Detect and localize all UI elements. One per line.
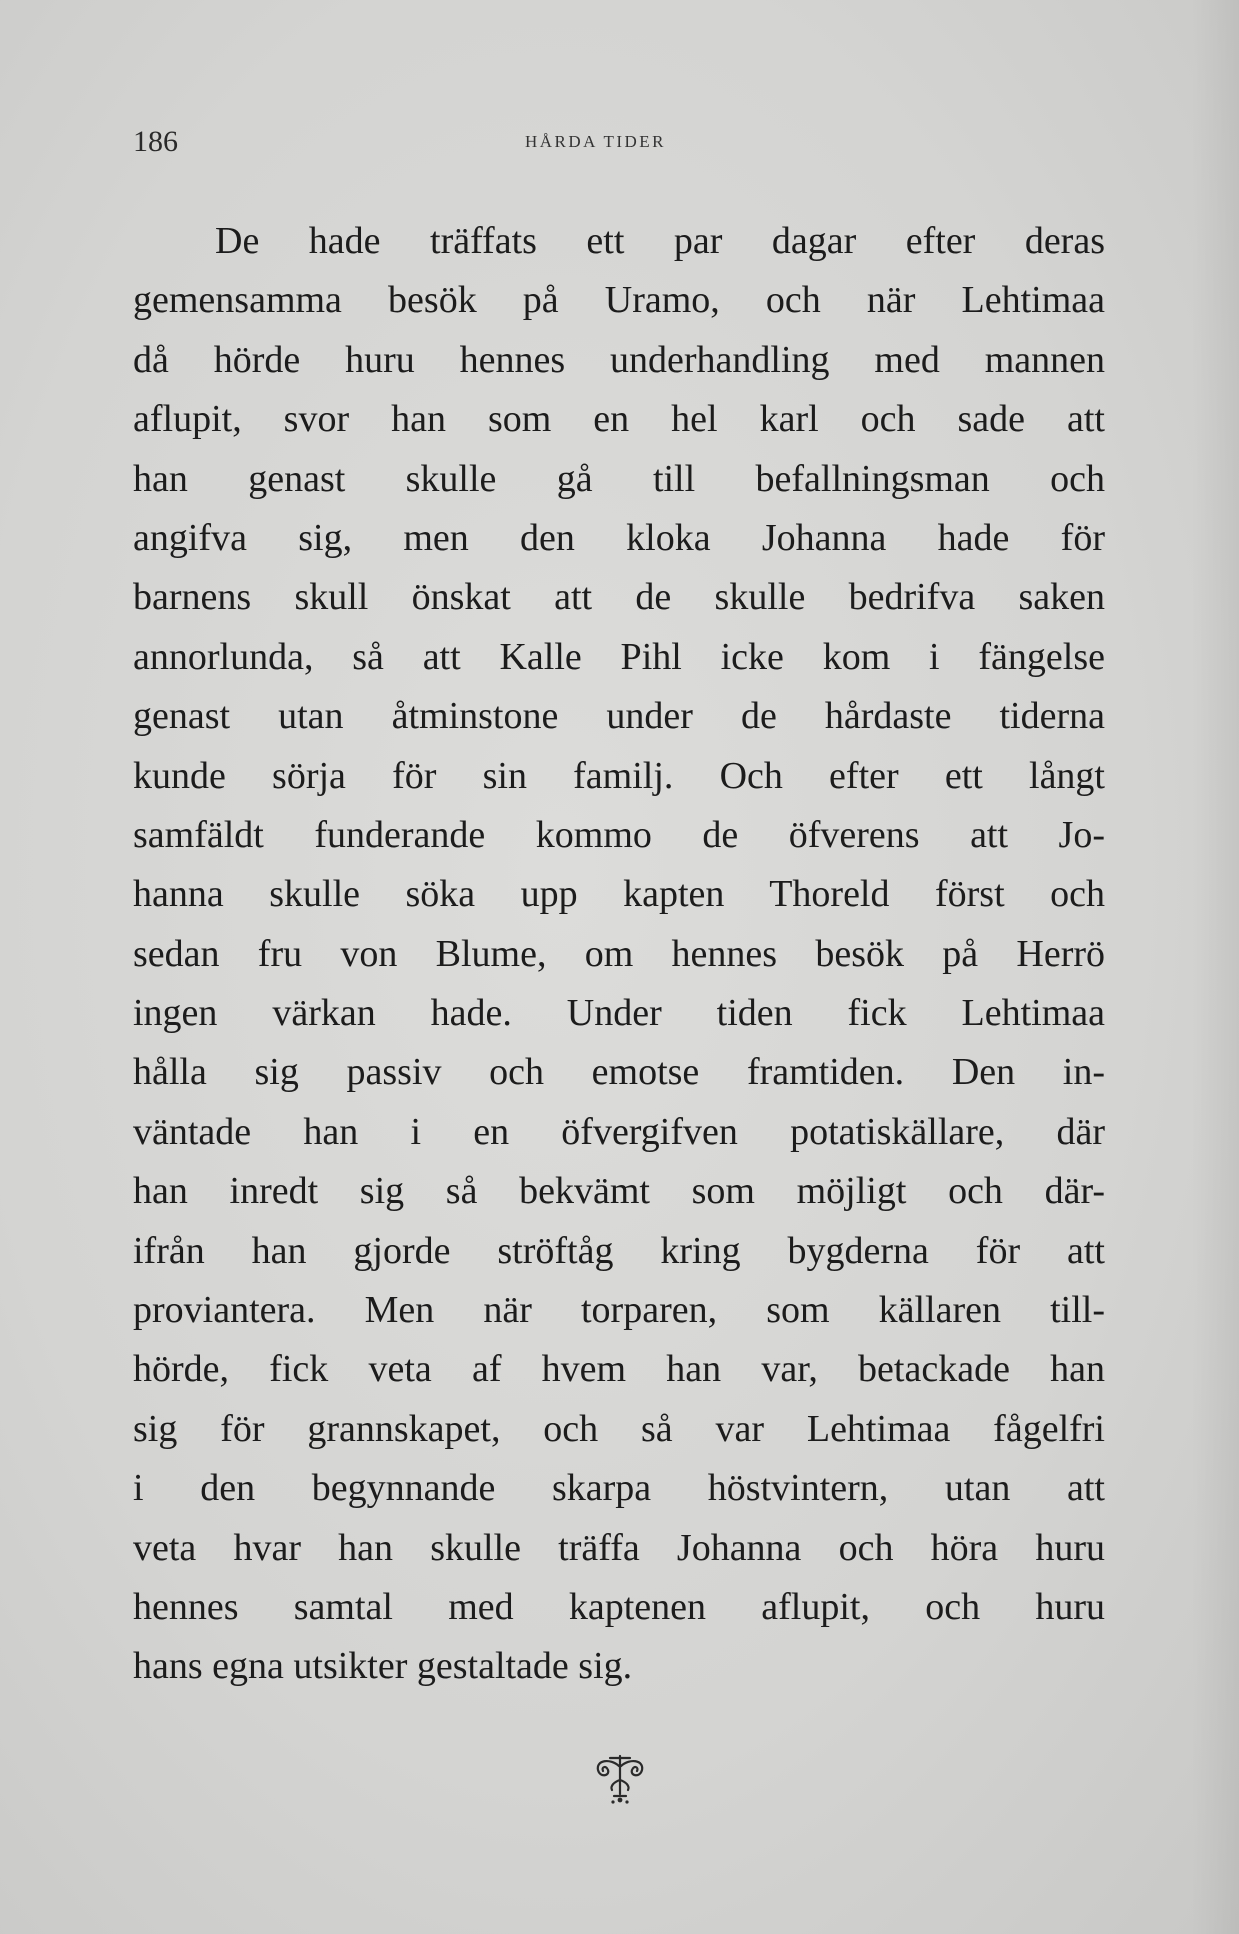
text-line: ingen värkan hade. Under tiden fick Lehtimaa [133, 992, 1105, 1035]
text-line: hålla sig passiv och emotse framtiden. Den in- [133, 1051, 1105, 1094]
text-line: då hörde huru hennes underhandling med mannen [133, 338, 1105, 381]
page-header [133, 122, 1105, 162]
running-head: HÅRDA TIDER [525, 132, 666, 151]
text-line: aflupit, svor han som en hel karl och sade att [133, 398, 1105, 441]
text-line: kunde sörja för sin familj. Och efter ett långt [133, 754, 1105, 797]
text-line: sig för grannskapet, och så var Lehtimaa fågelfri [133, 1407, 1105, 1450]
page-number: 186 [133, 125, 178, 158]
text-line: i den begynnande skarpa höstvintern, utan att [133, 1467, 1105, 1510]
text-line: proviantera. Men när torparen, som källaren till- [133, 1289, 1105, 1332]
text-line: han genast skulle gå till befallningsman och [133, 457, 1105, 500]
text-line: veta hvar han skulle träffa Johanna och höra huru [133, 1526, 1105, 1569]
text-line: genast utan åtminstone under de hårdaste tiderna [133, 695, 1105, 738]
text-line: barnens skull önskat att de skulle bedrifva saken [133, 576, 1105, 619]
body-paragraph [133, 212, 1105, 1697]
text-line: väntade han i en öfvergifven potatiskällare, där [133, 1110, 1105, 1153]
text-line: sedan fru von Blume, om hennes besök på Herrö [133, 932, 1105, 975]
text-line: hörde, fick veta af hvem han var, betackade han [133, 1348, 1105, 1391]
text-line: hennes samtal med kaptenen aflupit, och huru [133, 1585, 1105, 1628]
text-line: ifrån han gjorde ströftåg kring bygderna för att [133, 1229, 1105, 1272]
text-line: De hade träffats ett par dagar efter deras [215, 220, 1105, 262]
text-line: hanna skulle söka upp kapten Thoreld först och [133, 873, 1105, 916]
text-line: han inredt sig så bekvämt som möjligt och där- [133, 1170, 1105, 1213]
text-line: gemensamma besök på Uramo, och när Lehtimaa [133, 279, 1105, 322]
text-line: hans egna utsikter gestaltade sig. [133, 1645, 633, 1688]
text-line: annorlunda, så att Kalle Pihl icke kom i fängelse [133, 635, 1105, 678]
floral-tailpiece-icon [588, 1750, 652, 1806]
text-line: angifva sig, men den kloka Johanna hade för [133, 516, 1105, 559]
text-line: samfäldt funderande kommo de öfverens att Jo- [133, 813, 1105, 856]
